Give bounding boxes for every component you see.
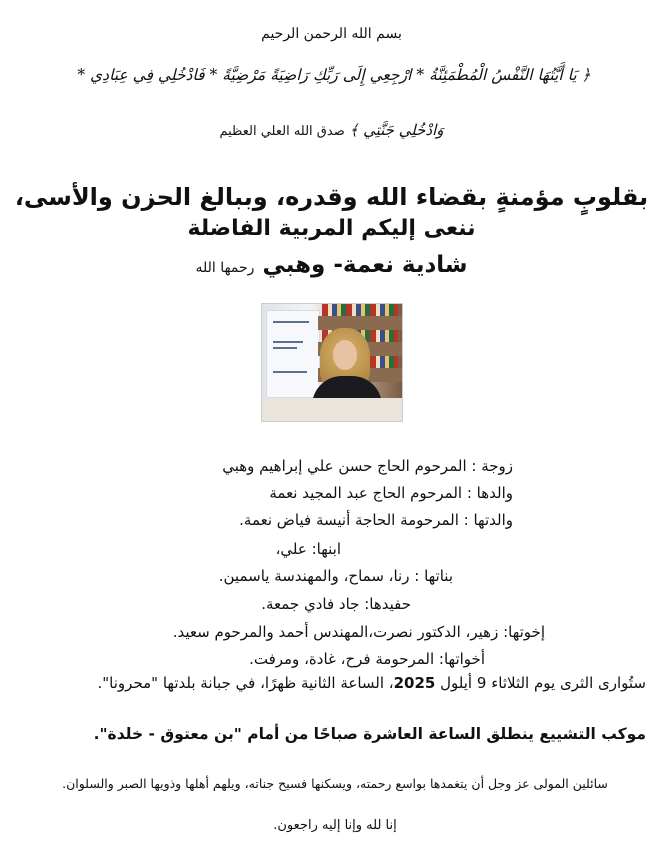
quran-verse-line1: ﴿ يَا أَيَّتُهَا النَّفْسُ الْمُطْمَئِنَّةُ * ارْجِعِي إِلَى رَبِّكِ رَاضِيَةً مَرْضِيَّةً * فَادْخُلِي فِي عِبَادِي * <box>77 66 591 84</box>
sadaq-allah: صدق الله العلي العظيم <box>219 124 345 139</box>
procession-details: موكب التشييع ينطلق الساعة العاشرة صباحًا من أمام "بن معتوق - خلدة". <box>93 725 646 743</box>
photo-poster <box>266 310 320 398</box>
burial-text-2: ، الساعة الثانية ظهرًا، في جبانة بلدتها "محرونا". <box>97 674 394 692</box>
closing-prayer: سائلين المولى عز وجل أن يتغمدها بواسع رحمته، ويسكنها فسيح جناته، ويلهم أهلها وذويها الصبر والسلوان. <box>62 776 608 791</box>
deceased-photo <box>261 303 403 422</box>
son-line: ابنها: علي، <box>275 540 341 558</box>
deceased-name-line <box>0 252 663 278</box>
burial-text-1: ستُوارى الثرى يوم الثلاثاء 9 أيلول <box>435 674 646 692</box>
quran-verse-line2 <box>0 121 663 139</box>
brothers-line: إخوتها: زهير، الدكتور نصرت،المهندس أحمد والمرحوم سعيد. <box>172 623 545 641</box>
sisters-line: أخواتها: المرحومة فرح، غادة، ومرفت. <box>249 650 485 668</box>
inna-lillah: إنا لله وإنا إليه راجعون. <box>273 818 397 833</box>
headline-line2: ننعى إليكم المربية الفاضلة <box>187 216 476 241</box>
basmala: بسم الله الرحمن الرحيم <box>261 26 402 42</box>
rip-text: رحمها الله <box>195 260 255 276</box>
deceased-name: شادية نعمة- وهبي <box>262 252 468 278</box>
quran-verse-end: وَادْخُلِي جَنَّتِي ﴾ <box>349 121 444 139</box>
burial-details <box>38 672 646 694</box>
daughters-line: بناتها : رنا، سماح، والمهندسة ياسمين. <box>218 567 453 585</box>
mother-line: والدتها : المرحومة الحاجة أنيسة فياض نعمة. <box>239 511 513 529</box>
grandson-line: حفيدها: جاد فادي جمعة. <box>261 595 411 613</box>
headline-line1: بقلوبٍ مؤمنةٍ بقضاء الله وقدره، وببالغ الحزن والأسى، <box>14 183 649 211</box>
husband-line: زوجة : المرحوم الحاج حسن علي إبراهيم وهبي <box>222 457 513 475</box>
father-line: والدها : المرحوم الحاج عبد المجيد نعمة <box>269 484 513 502</box>
burial-year: 2025 <box>393 674 436 692</box>
